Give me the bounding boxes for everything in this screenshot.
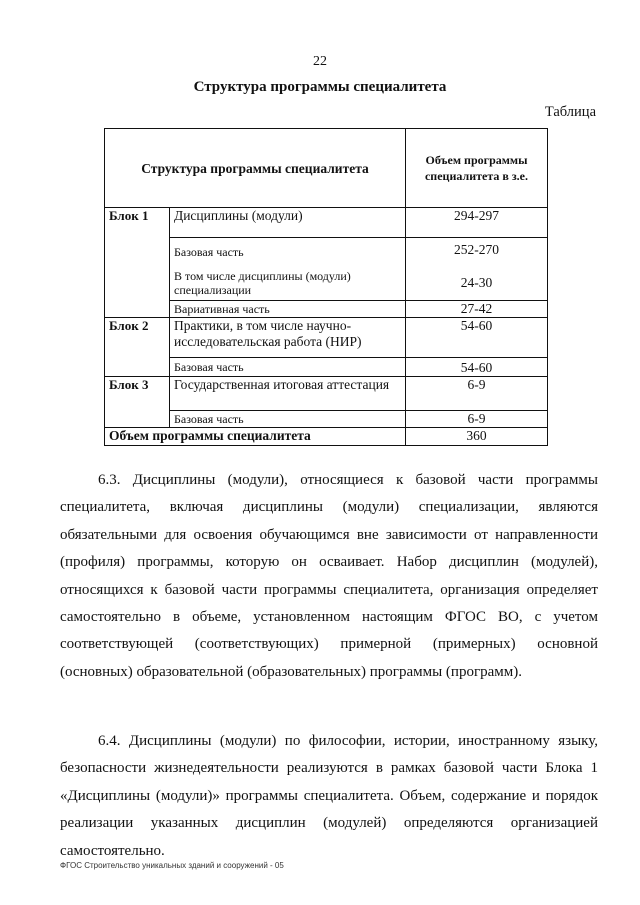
- row-value: 54-60: [406, 318, 548, 358]
- header-volume: Объем программы специалитета в з.е.: [406, 129, 548, 208]
- row-value: 24-30: [406, 263, 548, 301]
- row-label: Государственная итоговая аттестация: [170, 377, 406, 411]
- table-row: [105, 358, 548, 377]
- table-label: Таблица: [544, 104, 596, 120]
- table-header-row: [105, 129, 548, 208]
- program-structure-table: [104, 128, 548, 446]
- table-row: [105, 263, 548, 301]
- row-value: 252-270: [406, 238, 548, 263]
- table-row: [105, 411, 548, 428]
- table-row: [105, 377, 548, 411]
- row-label: Практики, в том числе научно-исследовательская работа (НИР): [170, 318, 406, 358]
- table-row: [105, 318, 548, 358]
- document-title: Структура программы специалитета: [193, 79, 447, 95]
- table-row: [105, 238, 548, 263]
- row-label: Базовая часть: [170, 238, 406, 263]
- row-label: Базовая часть: [170, 358, 406, 377]
- paragraph-6-4: 6.4. Дисциплины (модули) по философии, истории, иностранному языку, безопасности жизнедеятельности реализуются в рамках базовой части Блока 1 «Дисциплины (модули)» программы специалитета. Объем, содержание и порядок реализации указанных дисциплин (модулей) определяются организацией самостоятельно.: [60, 733, 598, 859]
- table-row: [105, 301, 548, 318]
- total-value: 360: [406, 428, 548, 446]
- block-label: Блок 2: [105, 318, 170, 377]
- row-value: 6-9: [406, 411, 548, 428]
- table-total-row: [105, 428, 548, 446]
- block-label: Блок 3: [105, 377, 170, 428]
- row-value: 294-297: [406, 208, 548, 238]
- block-label: Блок 1: [105, 208, 170, 318]
- row-label: Вариативная часть: [170, 301, 406, 318]
- table-row: [105, 208, 548, 238]
- row-value: 6-9: [406, 377, 548, 411]
- row-value: 54-60: [406, 358, 548, 377]
- row-label: В том числе дисциплины (модули) специализации: [170, 263, 406, 301]
- row-label: Дисциплины (модули): [170, 208, 406, 238]
- total-label: Объем программы специалитета: [105, 428, 406, 446]
- header-structure: Структура программы специалитета: [105, 129, 406, 208]
- row-label: Базовая часть: [170, 411, 406, 428]
- page-number: 22: [313, 54, 327, 69]
- paragraph-6-3: 6.3. Дисциплины (модули), относящиеся к базовой части программы специалитета, включая дисциплины (модули) специализации, являются обязательными для освоения обучающимся вне зависимости от направленности (профиля) программы, которую он осваивает. Набор дисциплин (модулей), относящихся к базовой части программы специалитета, организация определяет самостоятельно в объеме, установленном настоящим ФГОС ВО, с учетом соответствующей (соответствующих) примерной (примерных) основной (основных) образовательной (образовательных) программы (программ).: [60, 472, 598, 680]
- footer-text: ФГОС Строительство уникальных зданий и сооружений - 05: [60, 861, 284, 870]
- row-value: 27-42: [406, 301, 548, 318]
